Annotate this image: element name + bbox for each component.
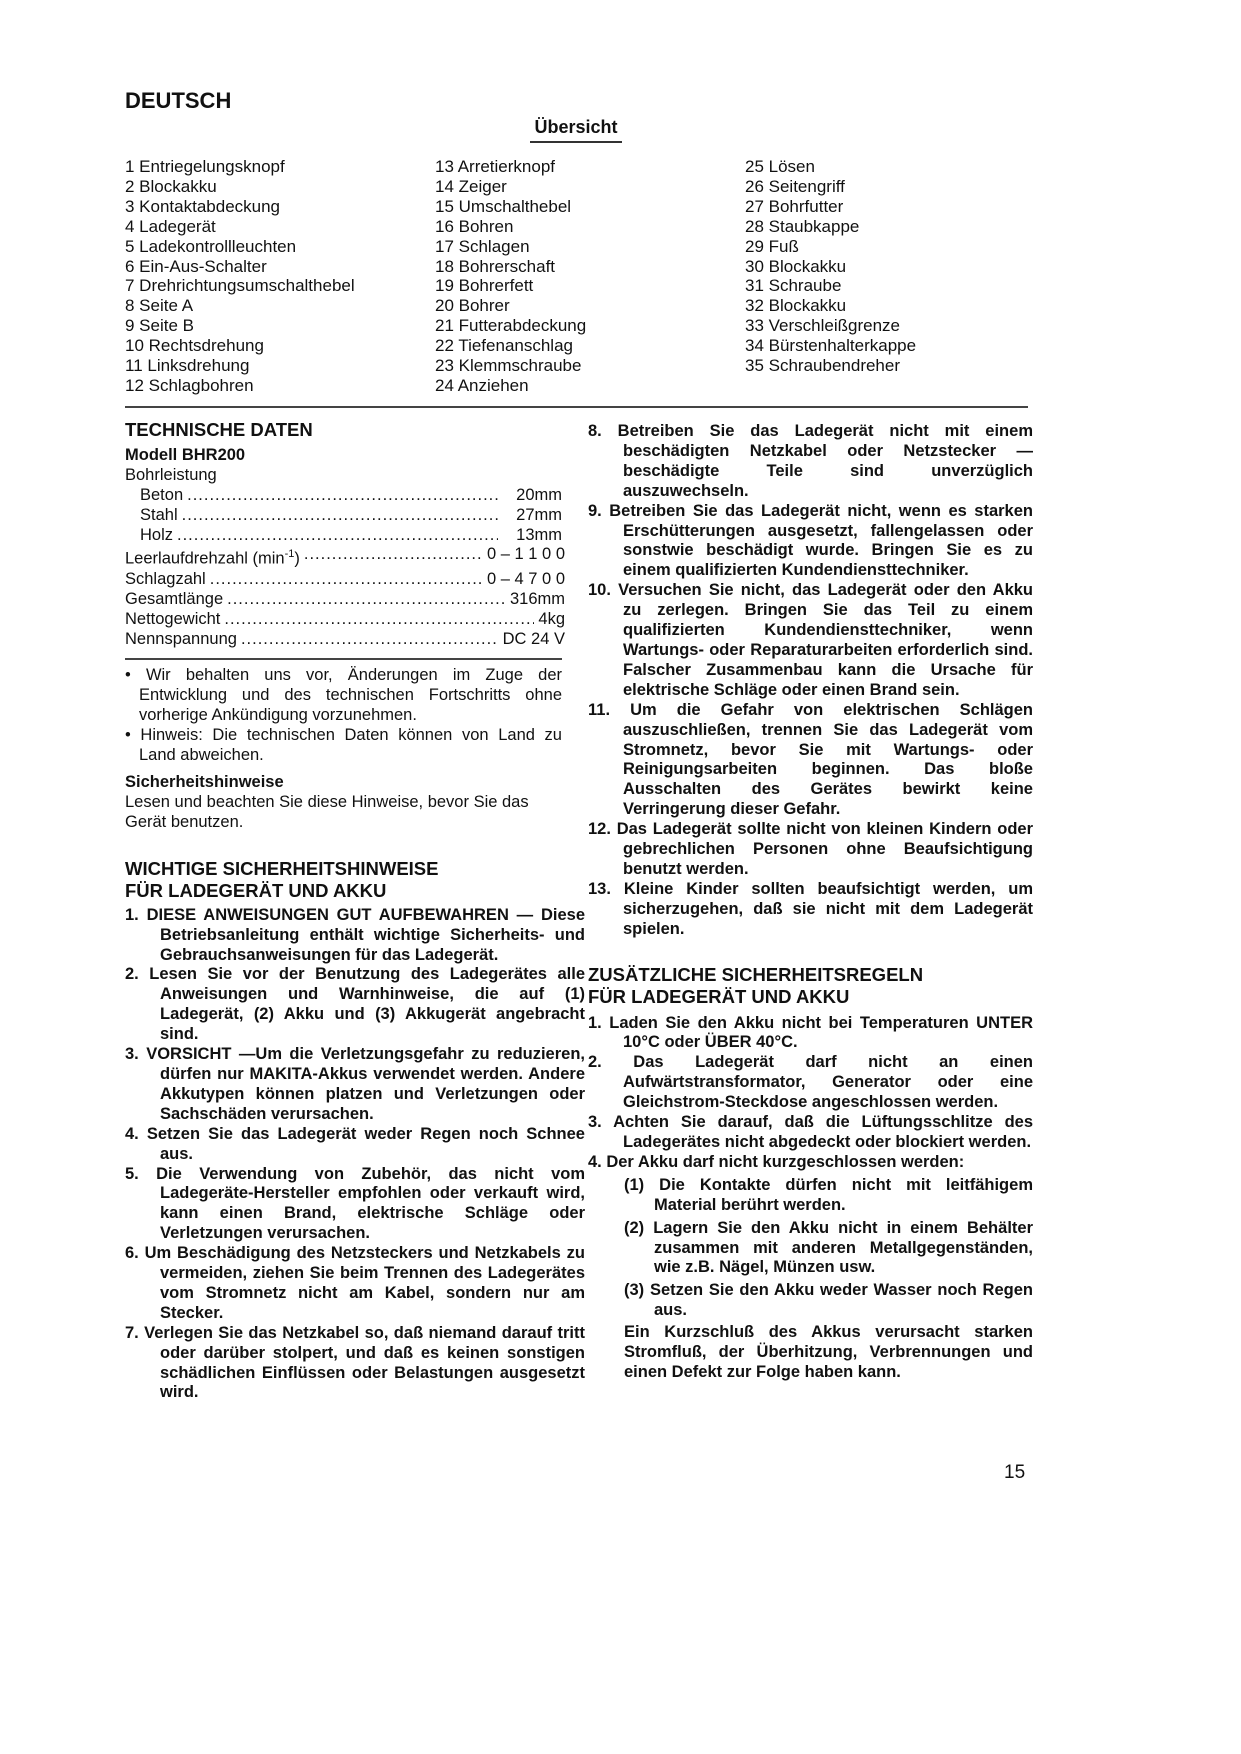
- language-heading: DEUTSCH: [125, 88, 232, 113]
- model-name: Modell BHR200: [125, 445, 246, 464]
- part-item: 4 Ladegerät: [125, 216, 216, 236]
- additional-heading-1: ZUSÄTZLICHE SICHERHEITSREGELN: [588, 963, 924, 985]
- superscript: -1: [284, 548, 295, 561]
- spec-label-text: Schlagzahl: [125, 569, 206, 588]
- note: • Hinweis: Die technischen Daten können von Land zu Land abweichen.: [125, 726, 562, 765]
- part-item: 27 Bohrfutter: [745, 196, 844, 216]
- list-item: 6. Um Beschädigung des Netzsteckers und Netzkabels zu vermeiden, ziehen Sie beim Trennen des Ladegerätes vom Stromnetz nicht am Kabel, sondern nur am Stecker.: [125, 1244, 585, 1322]
- list-item: 12. Das Ladegerät sollte nicht von kleinen Kindern oder gebrechlichen Personen ohne Beaufsichtigung benutzt werden.: [588, 820, 1033, 878]
- leader-dots: [182, 506, 498, 526]
- part-item: 31 Schraube: [745, 276, 842, 296]
- part-item: 18 Bohrerschaft: [435, 256, 556, 276]
- spec-row: [125, 545, 565, 569]
- list-item: 9. Betreiben Sie das Ladegerät nicht, wenn es starken Erschütterungen ausgesetzt, fallengelassen oder sonstwie beschädigt wurde. Bringen Sie es zu einem qualifizierten Kundendiensttechniker.: [588, 501, 1033, 580]
- part-item: 33 Verschleißgrenze: [745, 316, 900, 336]
- part-item: 29 Fuß: [745, 236, 799, 256]
- leader-dots: [224, 610, 534, 630]
- spec-value: 13mm: [516, 525, 562, 544]
- leader-dots: [177, 526, 498, 546]
- list-item: 8. Betreiben Sie das Ladegerät nicht mit einem beschädigten Netzkabel oder Netzstecker — beschädigte Teile sind unverzüglich auszuwechseln.: [588, 422, 1033, 500]
- spec-value: 316mm: [509, 589, 565, 608]
- part-item: 3 Kontaktabdeckung: [125, 196, 281, 216]
- capacity-list: [125, 486, 562, 546]
- spec-label: [125, 545, 300, 569]
- list-item: 3. VORSICHT —Um die Verletzungsgefahr zu reduzieren, dürfen nur MAKITA-Akkus verwendet werden. Andere Akkutypen können platzen und Verletzungen oder Sachschäden verursachen.: [125, 1045, 585, 1123]
- note-text: Hinweis: Die technischen Daten können von Land zu Land abweichen.: [139, 726, 562, 765]
- spec-label: [125, 570, 206, 590]
- part-item: 25 Lösen: [745, 157, 815, 176]
- parts-column-3: [745, 157, 916, 376]
- list-item: 2. Lesen Sie vor der Benutzung des Ladegerätes alle Anweisungen und Warnhinweise, die auf (1) Ladegerät, (2) Akku und (3) Akkugerät angebracht sind.: [125, 965, 585, 1044]
- spec-value: DC 24 V: [502, 629, 565, 648]
- part-item: 17 Schlagen: [435, 236, 530, 256]
- additional-heading-2: FÜR LADEGERÄT UND AKKU: [588, 985, 850, 1007]
- additional-sublist: [588, 1176, 1033, 1321]
- spec-row: [125, 630, 565, 650]
- important-heading-2: FÜR LADEGERÄT UND AKKU: [125, 879, 387, 901]
- closing-text: Ein Kurzschluß des Akkus verursacht starken Stromfluß, der Überhitzung, Verbrennungen und einen Defekt zur Folge haben kann.: [624, 1323, 1033, 1381]
- sub-item: (2) Lagern Sie den Akku nicht in einem Behälter zusammen mit anderen Metallgegenständen, wie z.B. Nägel, Münzen usw.: [624, 1218, 1033, 1277]
- part-item: 10 Rechtsdrehung: [125, 336, 264, 356]
- left-column: [125, 419, 585, 1403]
- spec-label-text: Leerlaufdrehzahl (min: [125, 549, 285, 568]
- list-item: 4. Setzen Sie das Ladegerät weder Regen noch Schnee aus.: [125, 1124, 585, 1163]
- part-item: 34 Bürstenhalterkappe: [745, 336, 917, 356]
- leader-dots: [304, 545, 483, 569]
- divider: [125, 406, 1028, 408]
- safety-text: Lesen und beachten Sie diese Hinweise, bevor Sie das Gerät benutzen.: [125, 792, 529, 831]
- capacity-label: Bohrleistung: [125, 465, 217, 484]
- page-number: 15: [1004, 1462, 1026, 1483]
- part-item: 9 Seite B: [125, 316, 194, 336]
- part-item: 8 Seite A: [125, 296, 194, 316]
- spec-row: [125, 590, 565, 610]
- parts-column-2: [435, 157, 586, 396]
- list-item: 10. Versuchen Sie nicht, das Ladegerät oder den Akku zu zerlegen. Bringen Sie das Teil zu einem qualifizierten Kundendiensttechniker, wenn Wartungs- oder Reparaturarbeiten erforderlich sind. Falscher Zusammenbau kann die Ursache für elektrische Schläge oder einen Brand sein.: [588, 581, 1033, 699]
- part-item: 26 Seitengriff: [745, 176, 845, 196]
- list-item: 1. Laden Sie den Akku nicht bei Temperaturen UNTER 10°C oder ÜBER 40°C.: [588, 1013, 1033, 1052]
- overview-heading: Übersicht: [530, 117, 622, 143]
- spec-row: [125, 526, 562, 546]
- spec-row: [125, 506, 562, 526]
- part-item: 1 Entriegelungsknopf: [125, 157, 285, 176]
- spec-label: Beton: [140, 485, 184, 504]
- part-item: 6 Ein-Aus-Schalter: [125, 256, 267, 276]
- part-item: 13 Arretierknopf: [435, 157, 556, 176]
- tech-heading: TECHNISCHE DATEN: [125, 419, 313, 440]
- part-item: 30 Blockakku: [745, 256, 847, 276]
- part-item: 5 Ladekontrollleuchten: [125, 236, 297, 256]
- list-item: 13. Kleine Kinder sollten beaufsichtigt werden, um sicherzugehen, daß sie nicht mit dem Ladegerät spielen.: [588, 879, 1033, 938]
- spec-label: Holz: [140, 525, 174, 544]
- spec-row: [125, 610, 565, 630]
- list-item: 7. Verlegen Sie das Netzkabel so, daß niemand darauf tritt oder darüber stolpert, und daß es keinen sonstigen schädlichen Einflüssen oder Belastungen ausgesetzt wird.: [125, 1323, 585, 1402]
- list-item: 2. Das Ladegerät darf nicht an einen Aufwärtstransformator, Generator oder eine Gleichstrom-Steckdose angeschlossen werden.: [588, 1053, 1033, 1112]
- spec-label-text: Nettogewicht: [125, 609, 221, 628]
- part-item: 23 Klemmschraube: [435, 356, 582, 376]
- important-list-continued: [588, 422, 1033, 940]
- part-item: 20 Bohrer: [435, 296, 510, 316]
- additional-list: [588, 1014, 1033, 1173]
- spec-label: [125, 590, 223, 610]
- part-item: 35 Schraubendreher: [745, 356, 901, 376]
- spec-label-text: Nennspannung: [125, 629, 237, 648]
- part-item: 2 Blockakku: [125, 176, 217, 196]
- spec-label: Stahl: [140, 505, 178, 524]
- right-column: [588, 422, 1033, 1383]
- divider: [125, 658, 562, 660]
- leader-dots: [210, 570, 483, 590]
- list-item: 4. Der Akku darf nicht kurzgeschlossen werden:: [588, 1152, 965, 1171]
- parts-column-1: [125, 157, 355, 396]
- note-text: Wir behalten uns vor, Änderungen im Zuge der Entwicklung und des technischen Fortschritts ohne vorherige Ankündigung vorzunehmen.: [139, 666, 562, 725]
- important-heading-1: WICHTIGE SICHERHEITSHINWEISE: [125, 857, 439, 879]
- spec-value: 20mm: [516, 485, 562, 504]
- sub-item: (1) Die Kontakte dürfen nicht mit leitfähigem Material berührt werden.: [624, 1175, 1033, 1214]
- part-item: 16 Bohren: [435, 216, 514, 236]
- part-item: 7 Drehrichtungsumschalthebel: [125, 276, 355, 296]
- list-item: 5. Die Verwendung von Zubehör, das nicht vom Ladegeräte-Hersteller empfohlen oder verkauft wird, kann einen Brand, elektrische Schläge oder Verletzungen verursachen.: [125, 1164, 585, 1243]
- spec-value: 4kg: [538, 609, 565, 628]
- spec-value: 0 – 1 1 0 0: [487, 545, 565, 564]
- spec-label: [125, 610, 220, 630]
- part-item: 28 Staubkappe: [745, 216, 860, 236]
- spec-row: [125, 486, 562, 506]
- note: • Wir behalten uns vor, Änderungen im Zuge der Entwicklung und des technischen Fortschritts ohne vorherige Ankündigung vorzunehmen.: [125, 666, 562, 725]
- spec-row: [125, 570, 565, 590]
- spec-label-end: ): [294, 549, 300, 568]
- part-item: 24 Anziehen: [435, 375, 529, 395]
- spec-label: [125, 630, 237, 650]
- list-item: 1. DIESE ANWEISUNGEN GUT AUFBEWAHREN — Diese Betriebsanleitung enthält wichtige Sicherheits- und Gebrauchsanweisungen für das Ladegerät.: [125, 905, 585, 964]
- part-item: 22 Tiefenanschlag: [435, 336, 573, 356]
- part-item: 21 Futterabdeckung: [435, 316, 587, 336]
- part-item: 11 Linksdrehung: [125, 356, 250, 376]
- safety-heading: Sicherheitshinweise: [125, 773, 284, 791]
- part-item: 15 Umschalthebel: [435, 196, 572, 216]
- part-item: 14 Zeiger: [435, 176, 507, 196]
- part-item: 19 Bohrerfett: [435, 276, 534, 296]
- important-list: [125, 906, 585, 1404]
- sub-item: (3) Setzen Sie den Akku weder Wasser noch Regen aus.: [624, 1281, 1033, 1320]
- leader-dots: [241, 630, 499, 650]
- leader-dots: [227, 590, 506, 610]
- spec-value: 0 – 4 7 0 0: [487, 569, 565, 588]
- spec-value: 27mm: [516, 505, 562, 524]
- part-item: 32 Blockakku: [745, 296, 847, 316]
- spec-label-text: Gesamtlänge: [125, 589, 224, 608]
- list-item: 11. Um die Gefahr von elektrischen Schlägen auszuschließen, trennen Sie das Ladegerät vom Stromnetz, bevor Sie mit Wartungs- oder Reinigungsarbeiten beginnen. Das bloße Ausschalten des Gerätes bewirkt keine Verringerung dieser Gefahr.: [588, 700, 1033, 819]
- leader-dots: [187, 486, 498, 506]
- spec-list: [125, 545, 565, 649]
- list-item: 3. Achten Sie darauf, daß die Lüftungsschlitze des Ladegerätes nicht abgedeckt oder blockiert werden.: [588, 1113, 1033, 1151]
- part-item: 12 Schlagbohren: [125, 375, 254, 395]
